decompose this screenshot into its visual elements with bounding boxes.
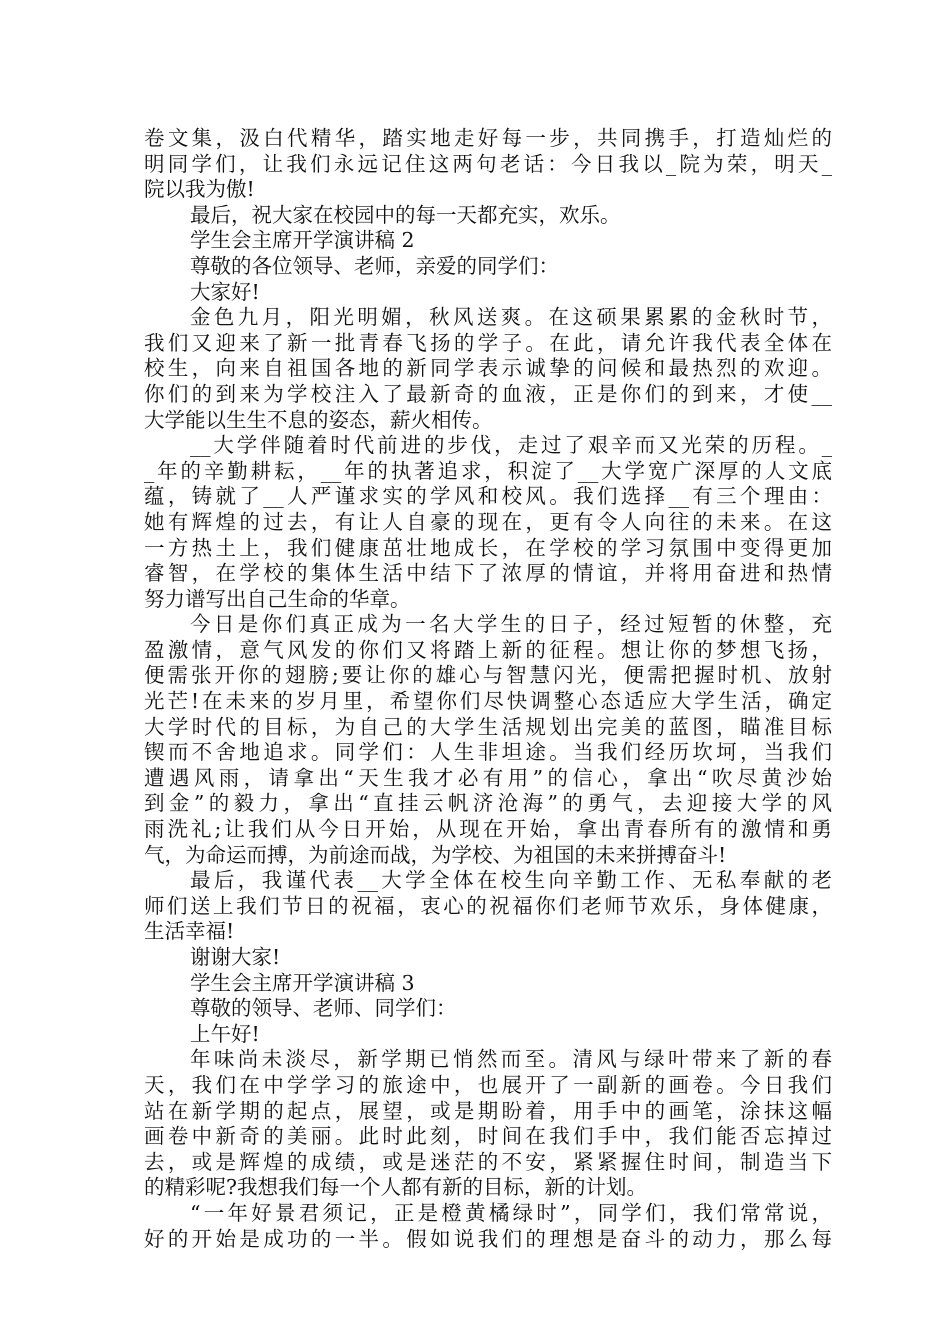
text-line: 大学能以生生不息的姿态，薪火相传。 bbox=[144, 407, 493, 432]
text-line: 明同学们，让我们永远记住这两句老话：今日我以_院为荣，明天_ bbox=[144, 151, 832, 176]
text-line: 最后，祝大家在校园中的每一天都充实，欢乐。 bbox=[190, 202, 621, 227]
text-line: 站在新学期的起点，展望，或是期盼着，用手中的画笔，涂抹这幅 bbox=[144, 1098, 832, 1123]
text-line: 光芒!在未来的岁月里，希望你们尽快调整心态适应大学生活，确定 bbox=[144, 689, 832, 714]
text-line: 院以我为傲! bbox=[144, 177, 255, 202]
text-line: 气，为命运而搏，为前途而战，为学校、为祖国的未来拼搏奋斗! bbox=[144, 842, 727, 867]
text-line: 她有辉煌的过去，有让人自豪的现在，更有令人向往的未来。在这 bbox=[144, 509, 832, 534]
text-line: 我们又迎来了新一批青春飞扬的学子。在此，请允许我代表全体在 bbox=[144, 330, 832, 355]
text-line: 师们送上我们节日的祝福，衷心的祝福你们老师节欢乐，身体健康， bbox=[144, 893, 832, 918]
text-line: 去，或是辉煌的成绩，或是迷茫的不安，紧紧握住时间，制造当下 bbox=[144, 1149, 832, 1174]
text-line: 遭遇风雨，请拿出“天生我才必有用”的信心，拿出“吹尽黄沙始 bbox=[144, 765, 832, 790]
text-line: 睿智，在学校的集体生活中结下了浓厚的情谊，并将用奋进和热情 bbox=[144, 561, 832, 586]
text-line: _年的辛勤耕耘，__年的执著追求，积淀了__大学宽广深厚的人文底 bbox=[144, 458, 832, 483]
salutation: 尊敬的各位领导、老师，亲爱的同学们： bbox=[190, 253, 559, 278]
text-line: 最后，我谨代表__大学全体在校生向辛勤工作、无私奉献的老 bbox=[190, 868, 832, 893]
text-line: 努力谱写出自己生命的华章。 bbox=[144, 586, 411, 611]
text-line: 蕴，铸就了__人严谨求实的学风和校风。我们选择__有三个理由： bbox=[144, 484, 832, 509]
text-line: 卷文集，汲白代精华，踏实地走好每一步，共同携手，打造灿烂的 bbox=[144, 126, 832, 150]
text-line: 画卷中新奇的美丽。此时此刻，时间在我们手中，我们能否忘掉过 bbox=[144, 1124, 832, 1149]
text-line: 好的开始是成功的一半。假如说我们的理想是奋斗的动力，那么每 bbox=[144, 1226, 832, 1251]
text-line: 盈激情，意气风发的你们又将踏上新的征程。想让你的梦想飞扬， bbox=[144, 637, 832, 662]
greeting: 上午好! bbox=[190, 1021, 260, 1046]
text-line: 到金”的毅力，拿出“直挂云帆济沧海”的勇气，去迎接大学的风 bbox=[144, 791, 832, 816]
document-body bbox=[144, 126, 832, 1252]
section-heading: 学生会主席开学演讲稿 3 bbox=[190, 970, 415, 995]
text-line: 雨洗礼;让我们从今日开始，从现在开始，拿出青春所有的激情和勇 bbox=[144, 817, 832, 842]
text-line: 大学时代的目标，为自己的大学生活规划出完美的蓝图，瞄准目标 bbox=[144, 714, 832, 739]
text-line: 锲而不舍地追求。同学们：人生非坦途。当我们经历坎坷，当我们 bbox=[144, 740, 832, 765]
text-line: 你们的到来为学校注入了最新奇的血液，正是你们的到来，才使__ bbox=[144, 381, 832, 406]
text-line: 金色九月，阳光明媚，秋风送爽。在这硕果累累的金秋时节， bbox=[190, 305, 832, 330]
text-line: 一方热土上，我们健康茁壮地成长，在学校的学习氛围中变得更加 bbox=[144, 535, 832, 560]
closing: 谢谢大家! bbox=[190, 945, 281, 969]
section-heading: 学生会主席开学演讲稿 2 bbox=[190, 228, 415, 253]
greeting: 大家好! bbox=[190, 279, 260, 304]
text-line: 今日是你们真正成为一名大学生的日子，经过短暂的休整，充 bbox=[190, 612, 832, 637]
text-line: 便需张开你的翅膀;要让你的雄心与智慧闪光，便需把握时机、放射 bbox=[144, 663, 832, 688]
text-line: 生活幸福! bbox=[144, 919, 235, 944]
text-line: 校生，向来自祖国各地的新同学表示诚挚的问候和最热烈的欢迎。 bbox=[144, 356, 832, 381]
text-line: 的精彩呢?我想我们每一个人都有新的目标，新的计划。 bbox=[144, 1175, 647, 1200]
text-line: “一年好景君须记，正是橙黄橘绿时”，同学们，我们常常说， bbox=[190, 1200, 832, 1225]
text-line: __大学伴随着时代前进的步伐，走过了艰辛而又光荣的历程。_ bbox=[190, 433, 832, 458]
text-line: 天，我们在中学学习的旅途中，也展开了一副新的画卷。今日我们 bbox=[144, 1072, 832, 1097]
text-line: 年味尚未淡尽，新学期已悄然而至。清风与绿叶带来了新的春 bbox=[190, 1047, 832, 1072]
salutation: 尊敬的领导、老师、同学们： bbox=[190, 996, 457, 1021]
